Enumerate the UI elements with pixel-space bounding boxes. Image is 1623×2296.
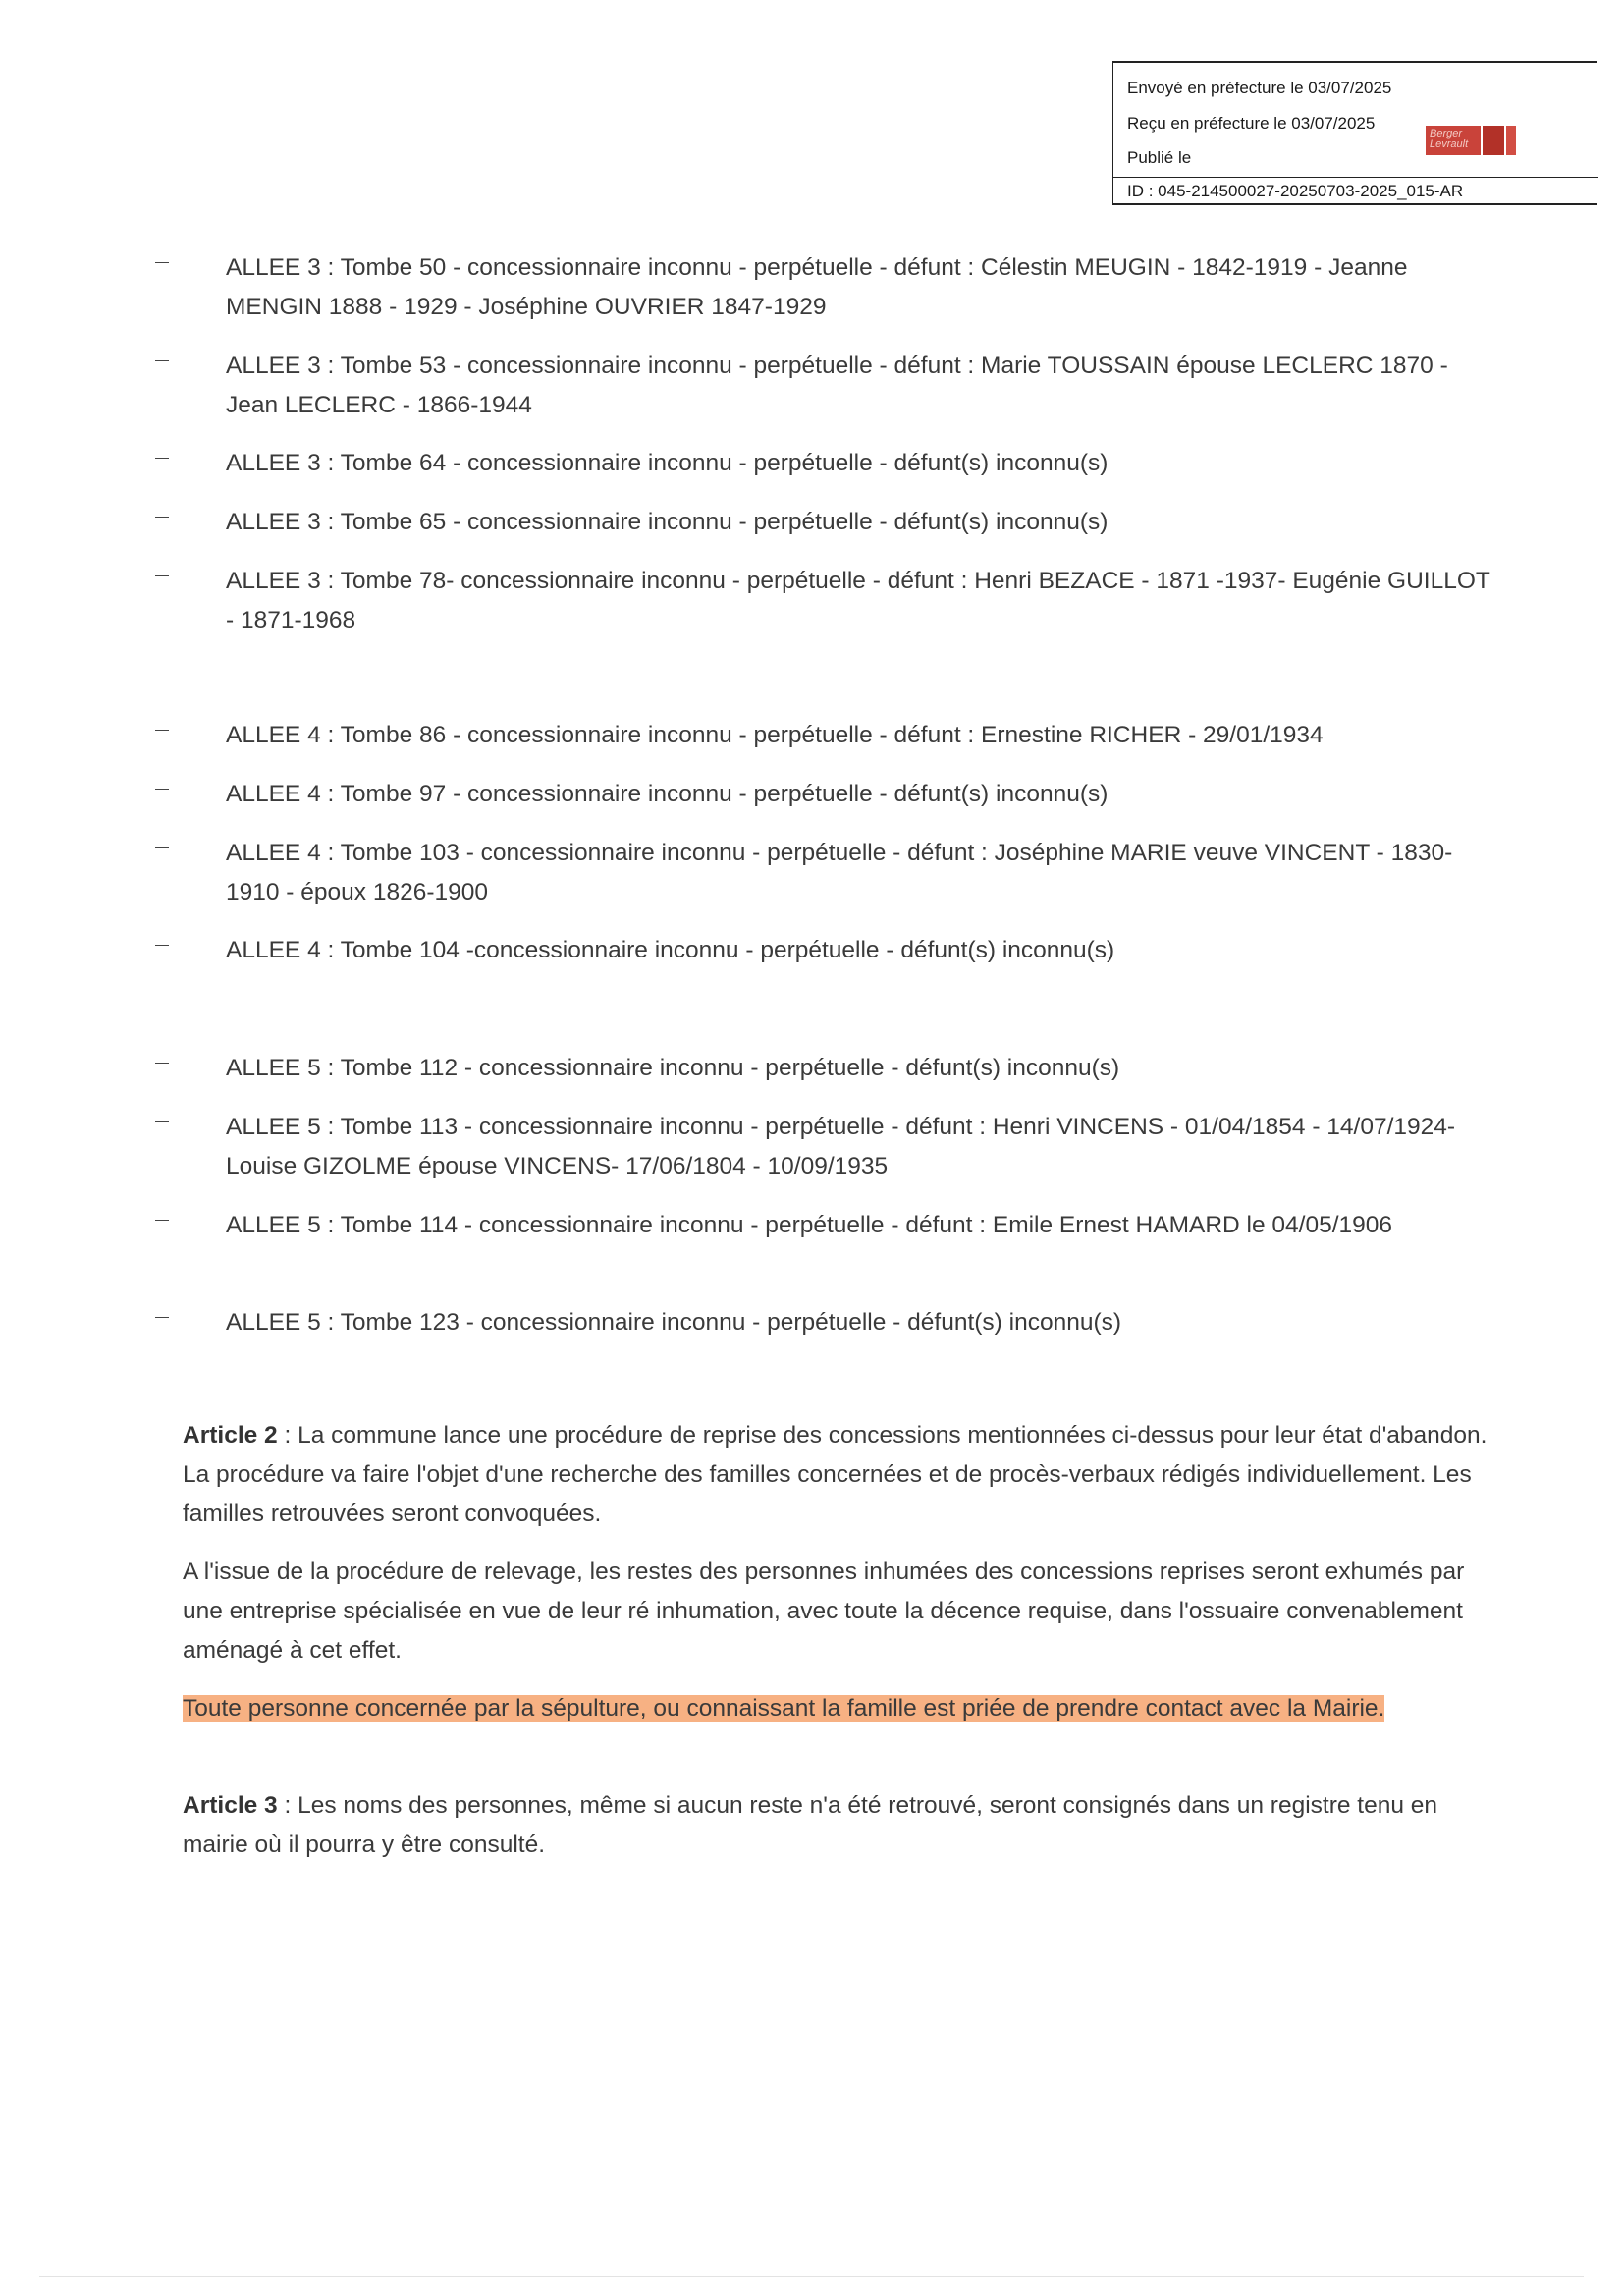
stamp-id: ID : 045-214500027-20250703-2025_015-AR bbox=[1127, 182, 1464, 200]
list-item-text: ALLEE 5 : Tombe 113 - concessionnaire inconnu - perpétuelle - défunt : Henri VINCENS - 01/04/1854 - 14/07/1924- Louise GIZOLME épouse VINCENS- 17/06/1804 - 10/09/1935 bbox=[226, 1114, 1456, 1179]
stamp-divider bbox=[1113, 177, 1598, 178]
paragraph-relevage bbox=[183, 1553, 1488, 1670]
bullet-dash-icon bbox=[155, 789, 169, 790]
list-item-text: ALLEE 4 : Tombe 103 - concessionnaire inconnu - perpétuelle - défunt : Joséphine MARIE veuve VINCENT - 1830-1910 - époux 1826-1900 bbox=[226, 840, 1453, 905]
stamp-sent: Envoyé en préfecture le 03/07/2025 bbox=[1127, 79, 1392, 97]
prefecture-stamp bbox=[1112, 61, 1597, 205]
bullet-dash-icon bbox=[155, 847, 169, 848]
bullet-dash-icon bbox=[155, 575, 169, 576]
list-item bbox=[226, 347, 1502, 425]
logo-wordmark: Berger Levrault bbox=[1426, 126, 1481, 155]
bullet-dash-icon bbox=[155, 1220, 169, 1221]
article-2-label: Article 2 bbox=[183, 1422, 278, 1449]
list-item-text: ALLEE 3 : Tombe 78- concessionnaire inconnu - perpétuelle - défunt : Henri BEZACE - 1871 -1937- Eugénie GUILLOT - 1871-1968 bbox=[226, 568, 1490, 633]
list-item bbox=[226, 775, 1502, 814]
list-item bbox=[226, 444, 1502, 483]
list-item bbox=[226, 503, 1502, 542]
article-3 bbox=[183, 1786, 1488, 1865]
list-item bbox=[226, 931, 1502, 970]
berger-levrault-logo bbox=[1426, 126, 1516, 155]
list-item bbox=[226, 1206, 1502, 1245]
article-2 bbox=[183, 1416, 1488, 1534]
article-2-text: : La commune lance une procédure de reprise des concessions mentionnées ci-dessus pour leur état d'abandon. La procédure va faire l'objet d'une recherche des familles concernées et de procès-verbaux rédigés individuellement. Les familles retrouvées seront convoquées. bbox=[183, 1422, 1488, 1527]
bullet-dash-icon bbox=[155, 458, 169, 459]
list-item-text: ALLEE 3 : Tombe 50 - concessionnaire inconnu - perpétuelle - défunt : Célestin MEUGIN - 1842-1919 - Jeanne MENGIN 1888 - 1929 - Joséphine OUVRIER 1847-1929 bbox=[226, 254, 1408, 320]
list-item bbox=[226, 1303, 1502, 1342]
article-3-text: : Les noms des personnes, même si aucun reste n'a été retrouvé, seront consignés dans un registre tenu en mairie où il pourra y être consulté. bbox=[183, 1792, 1438, 1858]
contact-notice-highlight: Toute personne concernée par la sépulture, ou connaissant la famille est priée de prendre contact avec la Mairie. bbox=[183, 1695, 1385, 1722]
article-3-label: Article 3 bbox=[183, 1792, 278, 1819]
list-item bbox=[226, 248, 1502, 327]
list-item-text: ALLEE 5 : Tombe 123 - concessionnaire inconnu - perpétuelle - défunt(s) inconnu(s) bbox=[226, 1309, 1122, 1336]
list-item-text: ALLEE 3 : Tombe 65 - concessionnaire inconnu - perpétuelle - défunt(s) inconnu(s) bbox=[226, 509, 1109, 535]
stamp-received: Reçu en préfecture le 03/07/2025 bbox=[1127, 114, 1376, 133]
list-item-text: ALLEE 4 : Tombe 86 - concessionnaire inconnu - perpétuelle - défunt : Ernestine RICHER - 29/01/1934 bbox=[226, 722, 1324, 748]
logo-mark-accent-icon bbox=[1506, 126, 1516, 155]
list-item-text: ALLEE 5 : Tombe 112 - concessionnaire inconnu - perpétuelle - défunt(s) inconnu(s) bbox=[226, 1055, 1120, 1081]
list-item-text: ALLEE 4 : Tombe 104 -concessionnaire inconnu - perpétuelle - défunt(s) inconnu(s) bbox=[226, 937, 1115, 963]
stamp-published: Publié le bbox=[1127, 148, 1192, 167]
bullet-dash-icon bbox=[155, 262, 169, 263]
list-item bbox=[226, 1049, 1502, 1088]
bullet-dash-icon bbox=[155, 730, 169, 731]
list-item bbox=[226, 1108, 1502, 1186]
logo-mark-icon bbox=[1483, 126, 1504, 155]
list-item bbox=[226, 716, 1502, 755]
bullet-dash-icon bbox=[155, 1063, 169, 1064]
bullet-dash-icon bbox=[155, 1121, 169, 1122]
list-item-text: ALLEE 4 : Tombe 97 - concessionnaire inconnu - perpétuelle - défunt(s) inconnu(s) bbox=[226, 781, 1109, 807]
bullet-dash-icon bbox=[155, 517, 169, 518]
list-item-text: ALLEE 5 : Tombe 114 - concessionnaire inconnu - perpétuelle - défunt : Emile Ernest HAMARD le 04/05/1906 bbox=[226, 1212, 1393, 1238]
list-item bbox=[226, 834, 1502, 912]
paragraph-relevage-text: A l'issue de la procédure de relevage, les restes des personnes inhumées des concessions reprises seront exhumés par une entreprise spécialisée en vue de leur ré inhumation, avec toute la décence requise, dans l'ossuaire convenablement aménagé à cet effet. bbox=[183, 1558, 1465, 1664]
bullet-dash-icon bbox=[155, 1317, 169, 1318]
page-bottom-divider bbox=[39, 2276, 1584, 2277]
list-item bbox=[226, 562, 1502, 640]
contact-notice bbox=[183, 1689, 1488, 1728]
bullet-dash-icon bbox=[155, 360, 169, 361]
list-item-text: ALLEE 3 : Tombe 64 - concessionnaire inconnu - perpétuelle - défunt(s) inconnu(s) bbox=[226, 450, 1109, 476]
bullet-dash-icon bbox=[155, 945, 169, 946]
list-item-text: ALLEE 3 : Tombe 53 - concessionnaire inconnu - perpétuelle - défunt : Marie TOUSSAIN épouse LECLERC 1870 - Jean LECLERC - 1866-1944 bbox=[226, 353, 1448, 418]
